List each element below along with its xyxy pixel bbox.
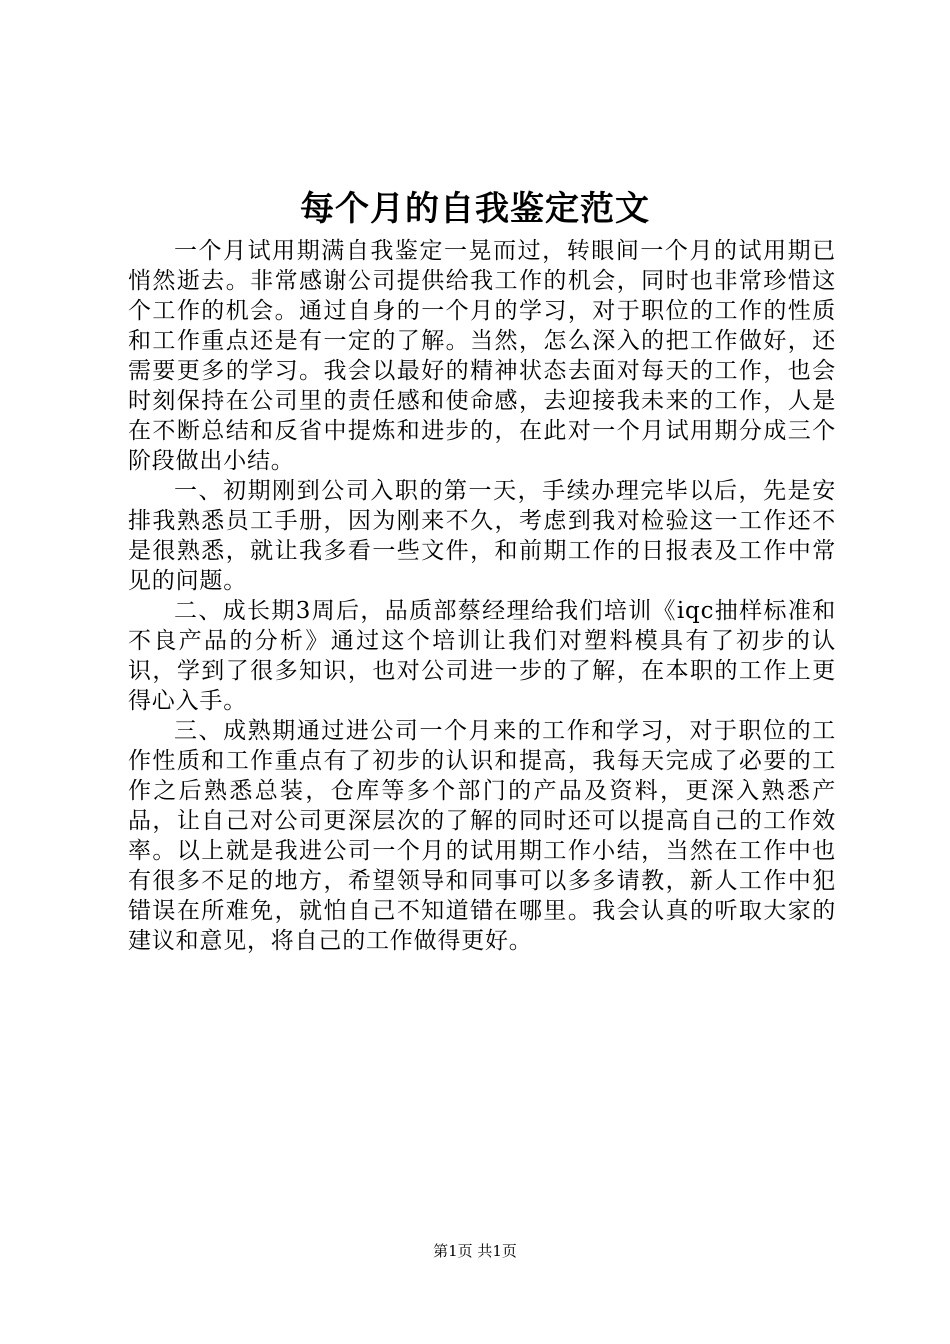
document-body	[128, 236, 836, 956]
document-title: 每个月的自我鉴定范文	[300, 189, 650, 229]
paragraph-stage-three: 三、成熟期通过进公司一个月来的工作和学习，对于职位的工作性质和工作重点有了初步的认识和提高，我每天完成了必要的工作之后熟悉总装，仓库等多个部门的产品及资料，更深入熟悉产品，让自己对公司更深层次的了解的同时还可以提高自己的工作效率。以上就是我进公司一个月的试用期工作小结，当然在工作中也有很多不足的地方，希望领导和同事可以多多请教，新人工作中犯错误在所难免，就怕自己不知道错在哪里。我会认真的听取大家的建议和意见，将自己的工作做得更好。	[128, 718, 836, 954]
paragraph-stage-one: 一、初期刚到公司入职的第一天，手续办理完毕以后，先是安排我熟悉员工手册，因为刚来不久，考虑到我对检验这一工作还不是很熟悉，就让我多看一些文件，和前期工作的日报表及工作中常见的问题。	[128, 478, 836, 594]
paragraph-stage-two: 二、成长期3周后，品质部蔡经理给我们培训《iqc抽样标准和不良产品的分析》通过这个培训让我们对塑料模具有了初步的认识，学到了很多知识，也对公司进一步的了解，在本职的工作上更得心入手。	[128, 598, 836, 714]
page-footer: 第1页 共1页	[433, 1242, 517, 1260]
paragraph-intro: 一个月试用期满自我鉴定一晃而过，转眼间一个月的试用期已悄然逝去。非常感谢公司提供给我工作的机会，同时也非常珍惜这个工作的机会。通过自身的一个月的学习，对于职位的工作的性质和工作重点还是有一定的了解。当然，怎么深入的把工作做好，还需要更多的学习。我会以最好的精神状态去面对每天的工作，也会时刻保持在公司里的责任感和使命感，去迎接我未来的工作，人是在不断总结和反省中提炼和进步的，在此对一个月试用期分成三个阶段做出小结。	[128, 238, 836, 474]
